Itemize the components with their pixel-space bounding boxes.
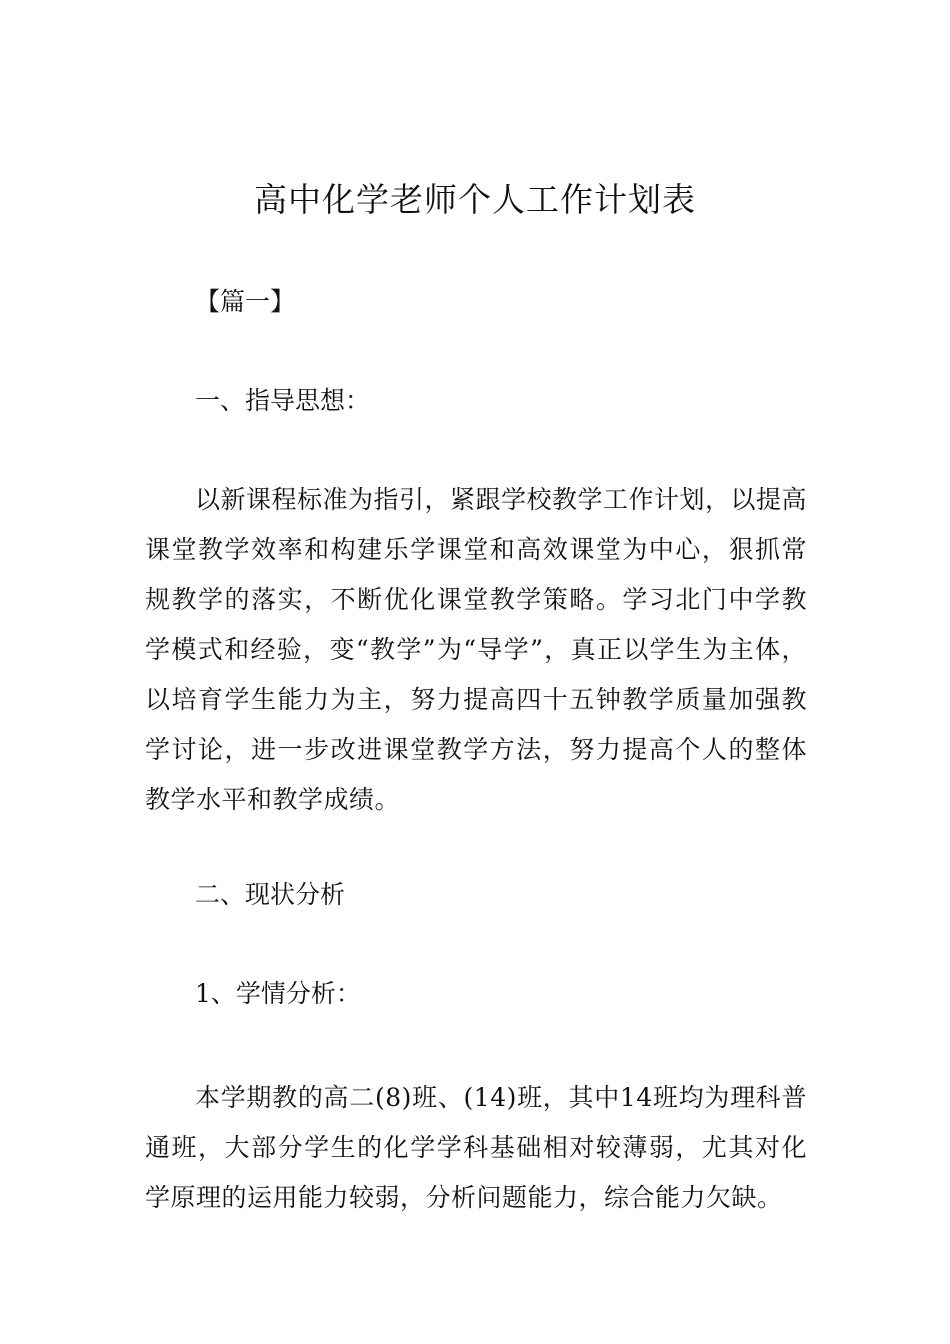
part-label: 【篇一】: [195, 287, 296, 316]
paragraph-student-analysis: 本学期教的高二(8)班、(14)班，其中14班均为理科普通班，大部分学生的化学学科基础相对较薄弱，尤其对化学原理的运用能力较弱，分析问题能力，综合能力欠缺。: [145, 1083, 807, 1212]
subsection-heading-student-analysis: 1、学情分析：: [195, 979, 361, 1008]
document-title: 高中化学老师个人工作计划表: [254, 180, 696, 219]
section-heading-status-analysis: 二、现状分析: [195, 880, 346, 909]
paragraph-guiding-ideology: 以新课程标准为指引，紧跟学校教学工作计划，以提高课堂教学效率和构建乐学课堂和高效课堂为中心，狠抓常规教学的落实，不断优化课堂教学策略。学习北门中学教学模式和经验，变“教学”为“导学”，真正以学生为主体，以培育学生能力为主，努力提高四十五钟教学质量加强教学讨论，进一步改进课堂教学方法，努力提高个人的整体教学水平和教学成绩。: [145, 485, 808, 814]
section-heading-guiding-ideology: 一、指导思想：: [195, 386, 371, 415]
